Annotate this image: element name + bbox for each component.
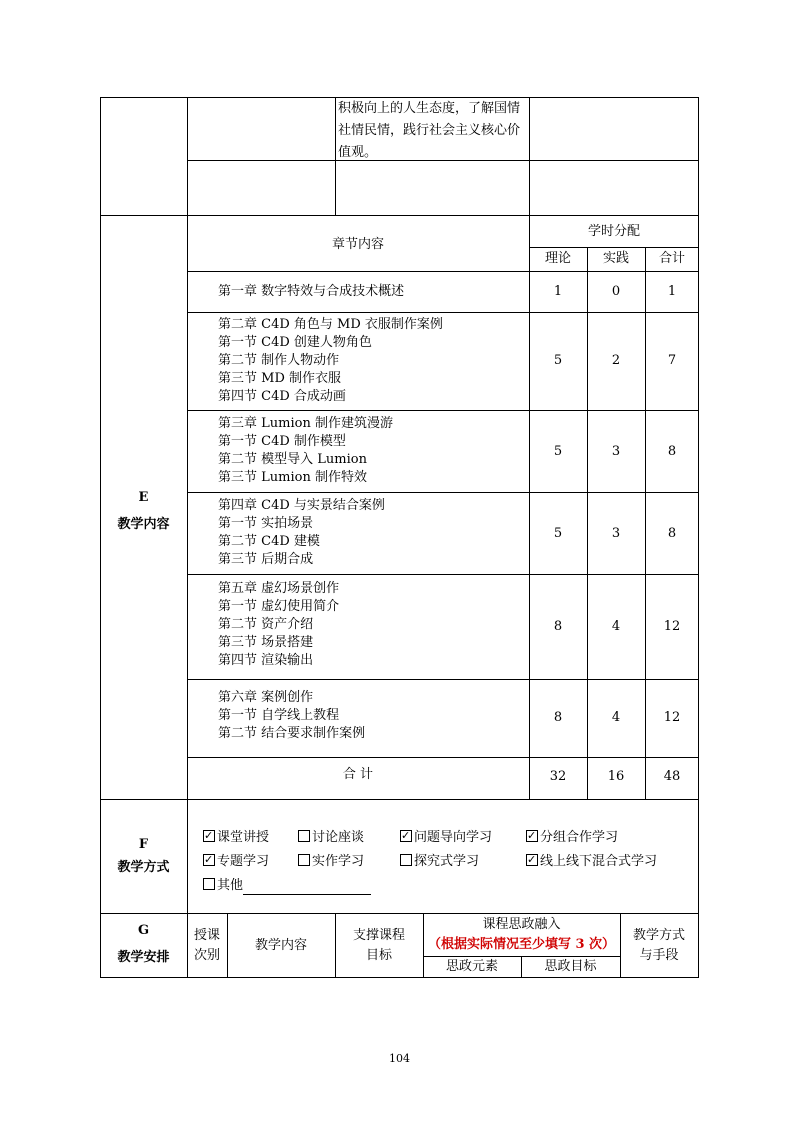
- header-total: 合计: [658, 251, 685, 266]
- col-method: 与手段: [639, 948, 679, 963]
- chapter-line: 第一节 虚幻使用简介: [218, 599, 340, 614]
- col-session: 授课: [193, 928, 220, 943]
- checkbox-icon[interactable]: [203, 878, 215, 890]
- col-goal: 支撑课程: [352, 928, 405, 943]
- theory-hours: 8: [553, 619, 563, 634]
- chapter-line: 第二节 模型导入 Lumion: [218, 452, 367, 467]
- top-text-line: 积极向上的人生态度，了解国情: [338, 101, 521, 116]
- section-g-code: G: [137, 923, 150, 938]
- header-theory: 理论: [544, 251, 571, 266]
- practice-hours: 4: [611, 710, 621, 725]
- sum-practice: 16: [607, 769, 625, 784]
- practice-hours: 4: [611, 619, 621, 634]
- option-inquiry[interactable]: [400, 853, 479, 871]
- checkbox-icon[interactable]: [400, 854, 412, 866]
- col-ideology: 课程思政融入: [482, 917, 561, 932]
- section-e-label: 教学内容: [117, 517, 170, 532]
- page-number: 104: [389, 1052, 410, 1065]
- chapter-line: 第三节 场景搭建: [218, 635, 314, 650]
- chapter-line: 第四节 渲染输出: [218, 653, 314, 668]
- other-input-line[interactable]: [243, 880, 371, 895]
- theory-hours: 5: [553, 444, 563, 459]
- chapter-line: 第五章 虚幻场景创作: [218, 581, 340, 596]
- total-hours: 8: [667, 444, 677, 459]
- sum-total: 48: [663, 769, 681, 784]
- total-hours: 12: [663, 710, 681, 725]
- chapter-line: 第三节 后期合成: [218, 552, 314, 567]
- header-chapter-content: 章节内容: [331, 237, 384, 252]
- chapter-line: 第二节 制作人物动作: [218, 353, 340, 368]
- chapter-line: 第二节 C4D 建模: [218, 534, 320, 549]
- option-label: 问题导向学习: [414, 830, 493, 845]
- chapter-line: 第四章 C4D 与实景结合案例: [218, 498, 385, 513]
- chapter-line: 第一章 数字特效与合成技术概述: [218, 284, 405, 299]
- option-discussion[interactable]: [298, 829, 364, 847]
- checkbox-icon[interactable]: [526, 854, 538, 866]
- chapter-line: 第二节 结合要求制作案例: [218, 726, 366, 741]
- top-text-line: 值观。: [338, 145, 378, 160]
- option-problem-based[interactable]: [400, 829, 492, 847]
- chapter-line: 第二章 C4D 角色与 MD 衣服制作案例: [218, 317, 443, 332]
- checkbox-icon[interactable]: [203, 830, 215, 842]
- chapter-line: 第一节 实拍场景: [218, 516, 314, 531]
- section-e-code: E: [138, 490, 149, 505]
- total-hours: 1: [667, 284, 677, 299]
- practice-hours: 3: [611, 526, 621, 541]
- checkbox-icon[interactable]: [298, 854, 310, 866]
- option-blended[interactable]: [526, 853, 657, 871]
- section-f-code: F: [138, 837, 149, 852]
- option-label: 线上线下混合式学习: [540, 854, 658, 869]
- top-text-line: 社情民情，践行社会主义核心价: [338, 123, 521, 138]
- section-g-label: 教学安排: [117, 950, 170, 965]
- option-label: 实作学习: [312, 854, 365, 869]
- chapter-line: 第一节 C4D 制作模型: [218, 434, 346, 449]
- option-topic-study[interactable]: [203, 853, 269, 871]
- practice-hours: 3: [611, 444, 621, 459]
- option-practical[interactable]: [298, 853, 364, 871]
- col-target: 思政目标: [544, 959, 597, 974]
- option-label: 课堂讲授: [217, 830, 270, 845]
- col-goal: 目标: [365, 948, 392, 963]
- option-label: 专题学习: [217, 854, 270, 869]
- chapter-line: 第一节 C4D 创建人物角色: [218, 335, 372, 350]
- chapter-line: 第三节 Lumion 制作特效: [218, 470, 367, 485]
- checkbox-icon[interactable]: [400, 830, 412, 842]
- checkbox-icon[interactable]: [203, 854, 215, 866]
- total-hours: 12: [663, 619, 681, 634]
- chapter-line: 第一节 自学线上教程: [218, 708, 340, 723]
- chapter-line: 第三节 MD 制作衣服: [218, 371, 341, 386]
- col-method: 教学方式: [632, 928, 685, 943]
- practice-hours: 0: [611, 284, 621, 299]
- practice-hours: 2: [611, 353, 621, 368]
- total-hours: 7: [667, 353, 677, 368]
- col-content: 教学内容: [254, 938, 307, 953]
- option-lecture[interactable]: [203, 829, 269, 847]
- theory-hours: 8: [553, 710, 563, 725]
- option-label: 分组合作学习: [540, 830, 619, 845]
- theory-hours: 5: [553, 353, 563, 368]
- option-label: 探究式学习: [414, 854, 480, 869]
- chapter-line: 第二节 资产介绍: [218, 617, 314, 632]
- col-ideology-note: （根据实际情况至少填写 3 次）: [427, 937, 616, 952]
- sum-theory: 32: [549, 769, 567, 784]
- theory-hours: 1: [553, 284, 563, 299]
- chapter-line: 第三章 Lumion 制作建筑漫游: [218, 416, 393, 431]
- section-f-label: 教学方式: [117, 860, 170, 875]
- total-hours: 8: [667, 526, 677, 541]
- header-hours: 学时分配: [587, 224, 640, 239]
- sum-label: 合 计: [342, 767, 374, 782]
- header-practice: 实践: [602, 251, 629, 266]
- col-element: 思政元素: [445, 959, 498, 974]
- option-label: 其他: [217, 878, 244, 893]
- theory-hours: 5: [553, 526, 563, 541]
- col-session: 次别: [193, 948, 220, 963]
- option-label: 讨论座谈: [312, 830, 365, 845]
- checkbox-icon[interactable]: [298, 830, 310, 842]
- option-other[interactable]: [203, 877, 371, 895]
- option-group-work[interactable]: [526, 829, 618, 847]
- checkbox-icon[interactable]: [526, 830, 538, 842]
- chapter-line: 第六章 案例创作: [218, 690, 314, 705]
- chapter-line: 第四节 C4D 合成动画: [218, 389, 346, 404]
